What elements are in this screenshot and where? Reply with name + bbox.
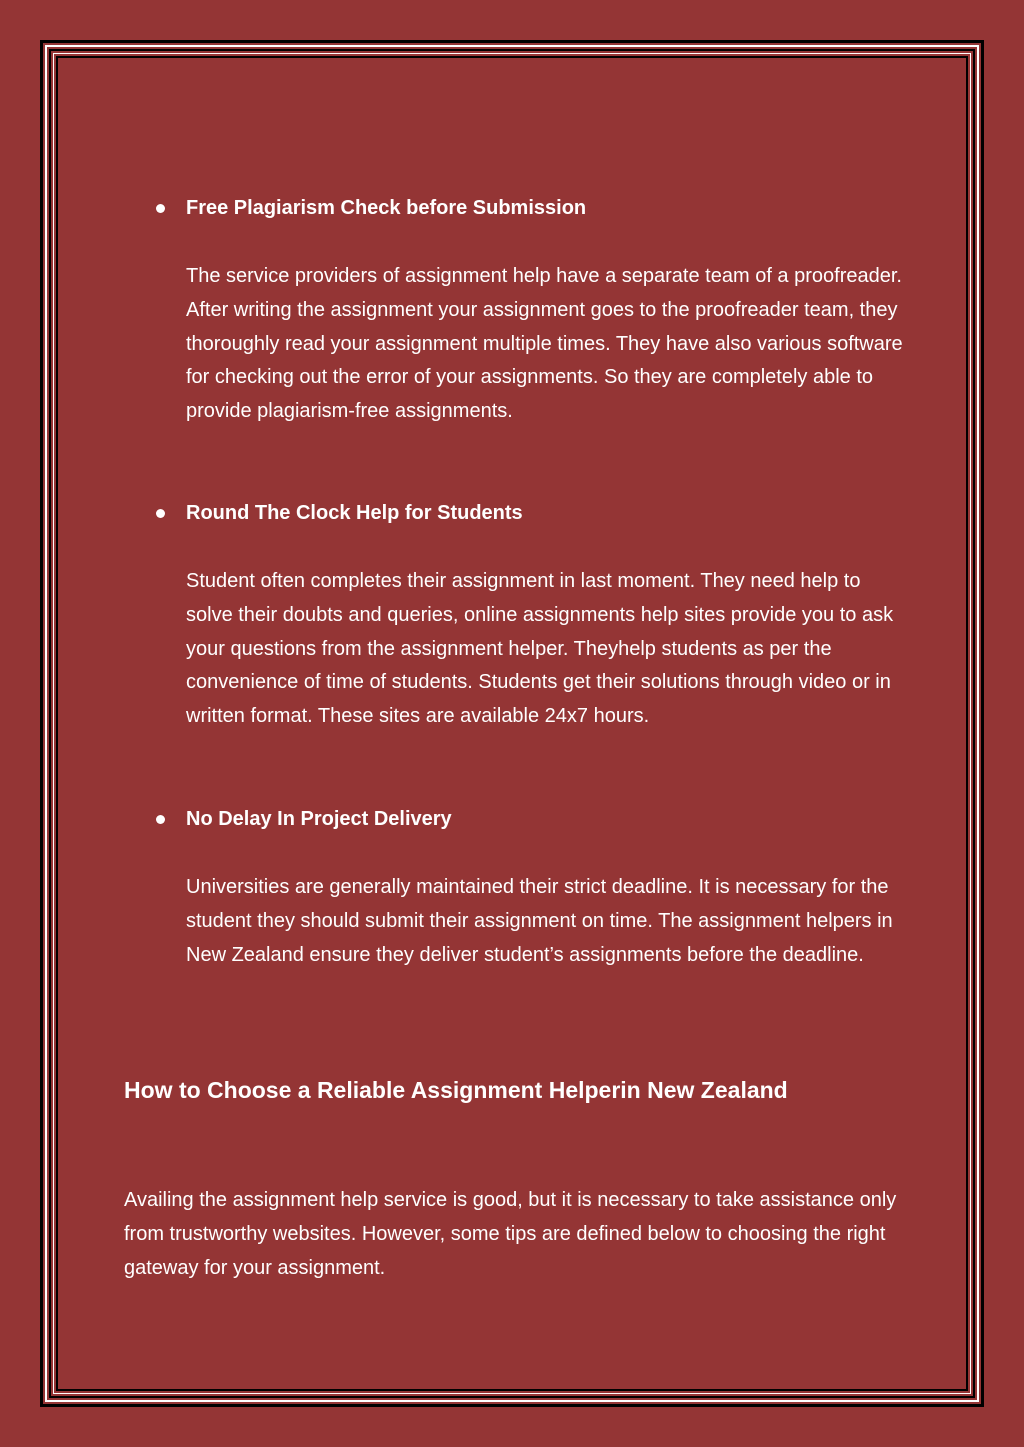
section-body: The service providers of assignment help have a separate team of a proofreader. After writing the assignment your assignment goes to the proofreader team, they thoroughly read your assignment multiple times. They have also various software for checking out the error of your assignments. So they are completely able to provide plagiarism-free assignments. (186, 265, 903, 423)
section-round-the-clock (150, 499, 910, 734)
bullet-dot-icon (156, 815, 165, 824)
section-body: Student often completes their assignment in last moment. They need help to solve their doubts and queries, online assignments help sites provide you to ask your questions from the assignment helper. Theyhelp students as per the convenience of time of students. Students get their solutions through video or in written format. These sites are available 24x7 hours. (186, 570, 894, 728)
section-plagiarism-check (150, 194, 910, 429)
section-heading (150, 499, 910, 527)
section-heading-text: No Delay In Project Delivery (186, 808, 452, 830)
subheading: How to Choose a Reliable Assignment Helperin New Zealand (124, 1077, 788, 1103)
section-heading-text: Free Plagiarism Check before Submission (186, 197, 587, 219)
section-no-delay (150, 805, 910, 972)
section-body: Universities are generally maintained their strict deadline. It is necessary for the student they should submit their assignment on time. The assignment helpers in New Zealand ensure they deliver student’s assignments before the deadline. (186, 876, 893, 966)
section-heading (150, 805, 910, 833)
section-heading-text: Round The Clock Help for Students (186, 502, 523, 524)
bullet-dot-icon (156, 204, 165, 213)
section-heading (150, 194, 910, 222)
bullet-dot-icon (156, 509, 165, 518)
intro-paragraph: Availing the assignment help service is good, but it is necessary to take assistance only from trustworthy websites. However, some tips are defined below to choosing the right gateway for your assignment. (124, 1189, 897, 1279)
